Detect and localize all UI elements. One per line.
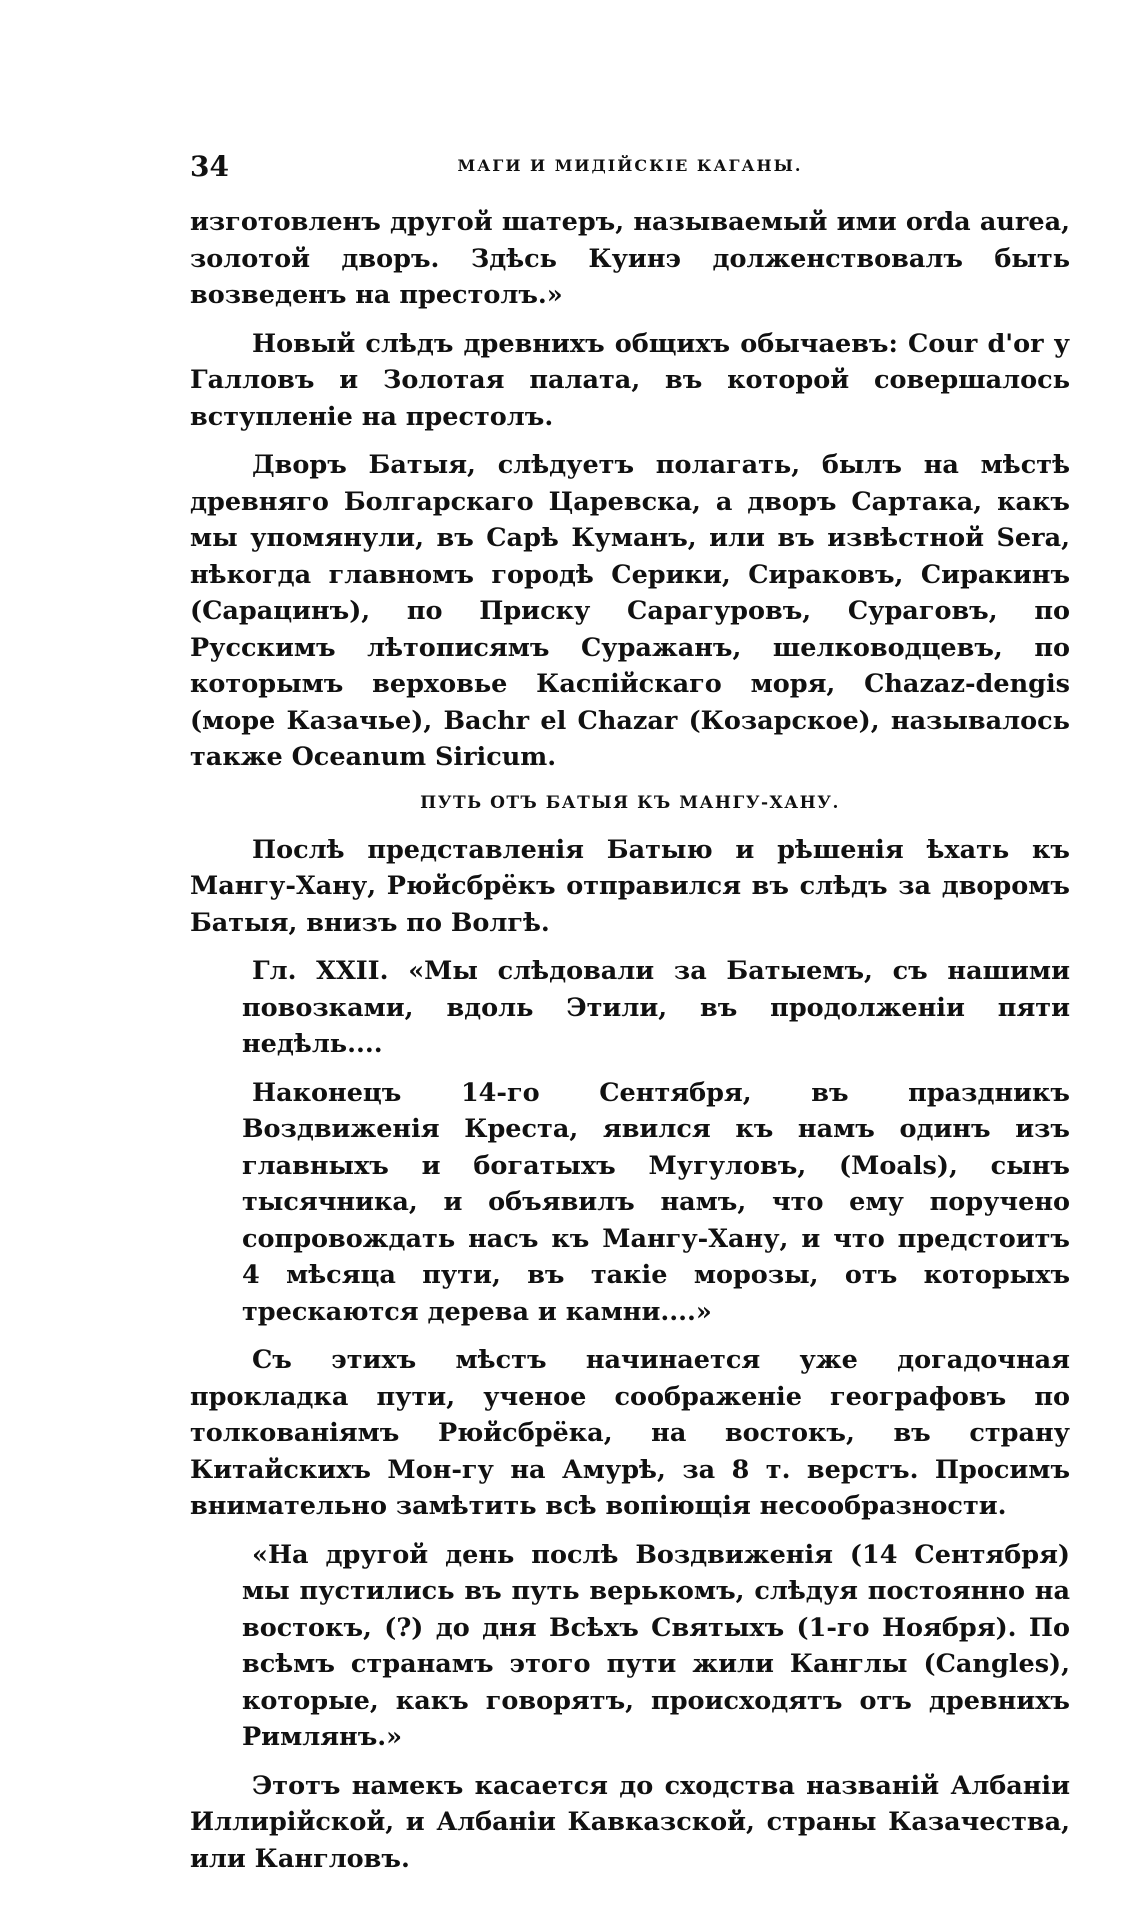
running-title: МАГИ И МИДІЙСКІЕ КАГАНЫ. — [457, 156, 803, 175]
body-text — [190, 204, 1070, 1877]
quote-paragraph: Наконецъ 14-го Сентября, въ праздникъ Воздвиженія Креста, явился къ намъ одинъ изъ главныхъ и богатыхъ Мугуловъ, (Moals), сынъ тысячника, и объявилъ намъ, что ему поручено сопровождать насъ къ Мангу-Хану, и что предстоитъ 4 мѣсяца пути, въ такіе морозы, отъ которыхъ трескаются дерева и камни....» — [242, 1077, 1070, 1327]
quote-paragraph: «На другой день послѣ Воздвиженія (14 Сентября) мы пустились въ путь верькомъ, слѣдуя постоянно на востокъ, (?) до дня Всѣхъ Святыхъ (1-го Ноября). По всѣмъ странамъ этого пути жили Канглы (Cangles), которые, какъ говорятъ, происходятъ отъ древнихъ Римлянъ.» — [242, 1539, 1070, 1752]
section-heading: ПУТЬ ОТЪ БАТЫЯ КЪ МАНГУ-ХАНУ. — [420, 792, 840, 813]
paragraph: Дворъ Батыя, слѣдуетъ полагать, былъ на мѣстѣ древняго Болгарскаго Царевска, а дворъ Сартака, какъ мы упомянули, въ Сарѣ Куманъ, или въ извѣстной Sera, нѣкогда главномъ городѣ Серики, Сираковъ, Сиракинъ (Сарацинъ), по Приску Сарагуровъ, Сураговъ, по Русскимъ лѣтописямъ Суражанъ, шелководцевъ, по которымъ верховье Каспійскаго моря, Chazaz-dengis (море Казачье), Bachr el Chazar (Козарское), называлось также Oceanum Siricum. — [190, 450, 1070, 772]
quote-paragraph: Гл. XXII. «Мы слѣдовали за Батыемъ, съ нашими повозками, вдоль Этили, въ продолженіи пяти недѣль.... — [242, 956, 1070, 1059]
paragraph: Съ этихъ мѣстъ начинается уже догадочная прокладка пути, ученое соображеніе географовъ по толкованіямъ Рюйсбрёка, на востокъ, въ страну Китайскихъ Мон-гу на Амурѣ, за 8 т. верстъ. Просимъ внимательно замѣтить всѣ вопіющія несообразности. — [190, 1345, 1070, 1521]
paragraph-continuation: изготовленъ другой шатеръ, называемый ими orda aurea, золотой дворъ. Здѣсь Куинэ долженствовалъ быть возведенъ на престолъ.» — [190, 207, 1070, 310]
paragraph: Новый слѣдъ древнихъ общихъ обычаевъ: Cour d'or у Галловъ и Золотая палата, въ которой совершалось вступленіе на престолъ. — [190, 328, 1070, 432]
page-number: 34 — [190, 150, 229, 183]
document-page — [190, 150, 1070, 1889]
page-header — [190, 150, 1070, 190]
paragraph: Послѣ представленія Батыю и рѣшенія ѣхать къ Мангу-Хану, Рюйсбрёкъ отправился въ слѣдъ за дворомъ Батыя, внизъ по Волгѣ. — [190, 834, 1070, 938]
paragraph: Этотъ намекъ касается до сходства названій Албаніи Иллирійской, и Албаніи Кавказской, страны Казачества, или Кангловъ. — [190, 1770, 1070, 1874]
